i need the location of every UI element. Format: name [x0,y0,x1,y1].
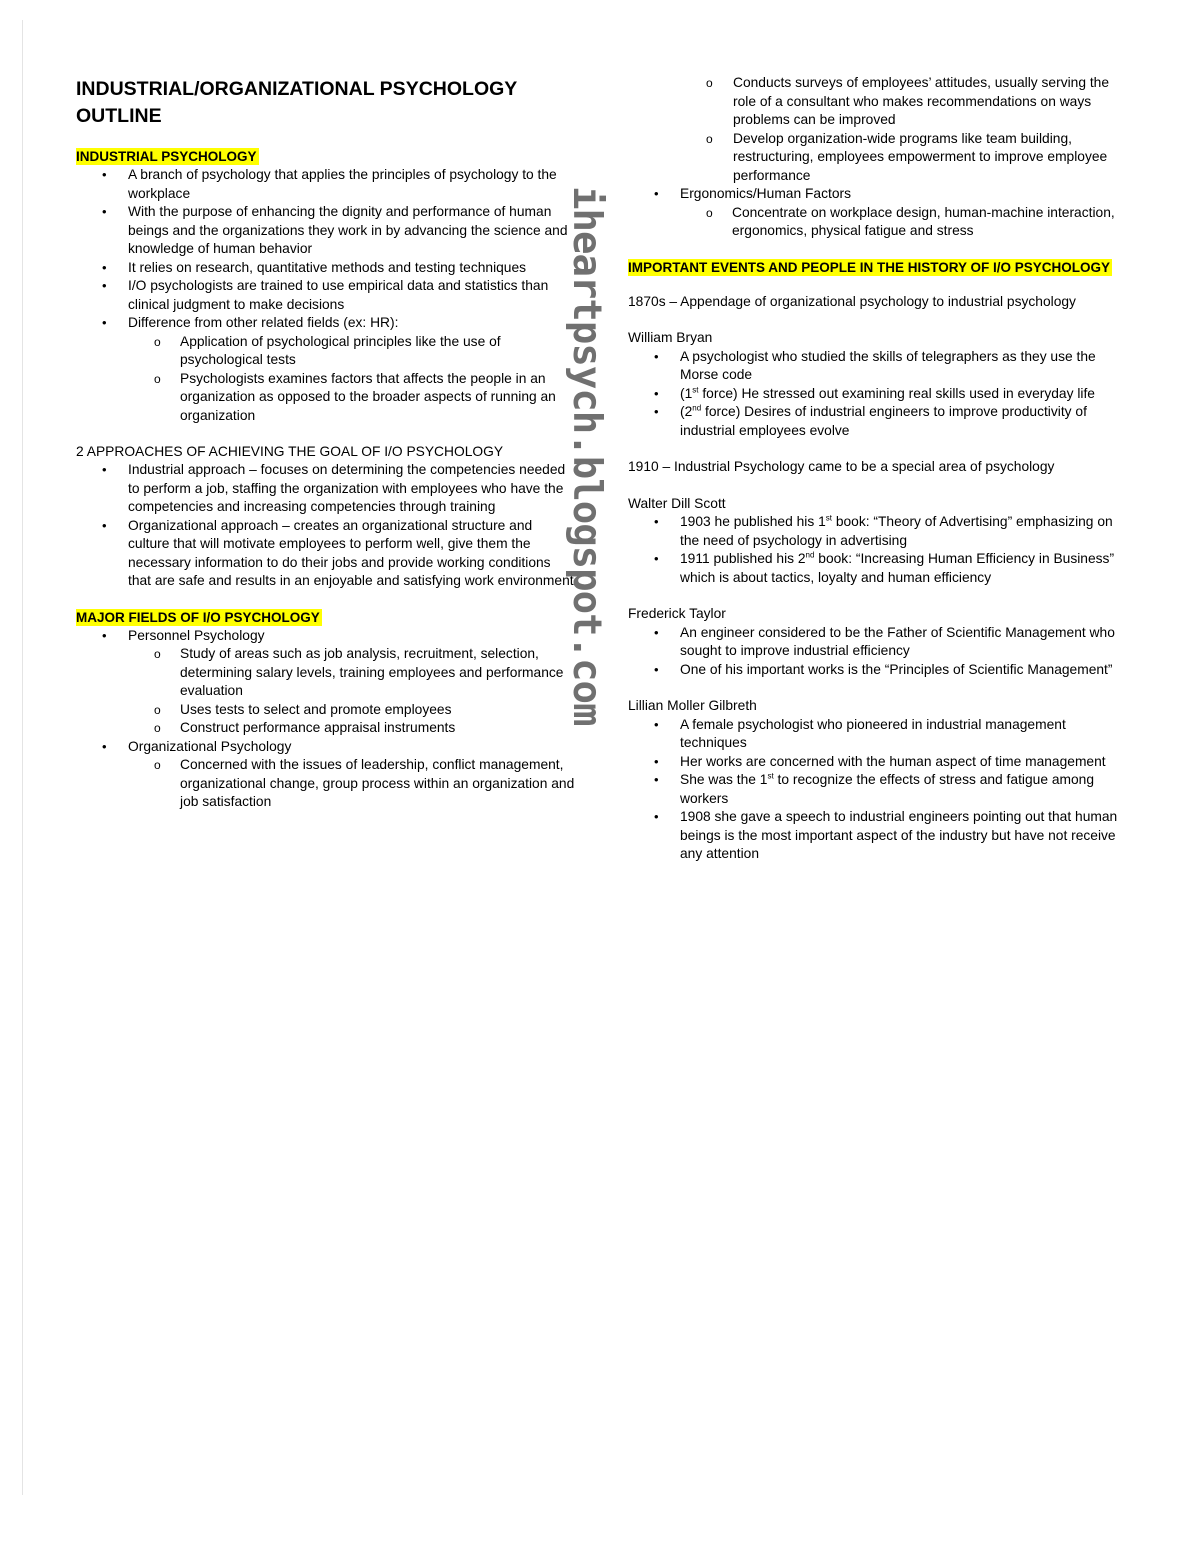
list-item-text: Industrial approach – focuses on determining the competencies needed to perform a job, staffing the organization with employees who have the competencies and increasing competencies through training [128,462,566,514]
bullet-dot-icon: • [102,738,107,754]
text-part: force) Desires of industrial engineers to improve productivity of industrial employees evolve [680,404,1087,438]
list-item-text: Organizational Psychology [128,738,292,754]
list-item-text: Difference from other related fields (ex: HR): [128,315,399,330]
circle-bullet-icon: o [706,76,713,90]
bullet-dot-icon: • [102,278,107,293]
section-industrial-psychology [76,148,576,425]
sub-item-text: Concentrate on workplace design, human-machine interaction, ergonomics, physical fatigue and stress [732,204,1115,238]
sub-list-item [628,74,1133,130]
approaches-heading: 2 APPROACHES OF ACHIEVING THE GOAL OF I/O PSYCHOLOGY [76,444,504,459]
watermark [564,186,613,734]
ergonomics-list [628,185,1133,241]
list-item-text: Her works are concerned with the human aspect of time management [680,753,1106,769]
list-item [76,517,576,591]
section-organizational-continued [628,74,1133,241]
bullet-dot-icon: • [102,627,107,643]
circle-bullet-icon: o [154,702,161,717]
list-item [628,808,1133,864]
bullet-dot-icon: • [654,514,659,529]
bullet-dot-icon: • [102,259,107,275]
list-item [76,627,576,738]
list-item-text: One of his important works is the “Principles of Scientific Management” [680,661,1113,677]
sub-list [128,333,576,426]
bullet-dot-icon: • [654,772,659,787]
list-item [628,661,1133,680]
superscript: nd [805,550,815,560]
left-column [76,76,576,830]
superscript: st [825,513,832,523]
sub-item-text: Study of areas such as job analysis, recruitment, selection, determining salary levels, training employees and performance evaluation [180,646,564,698]
person-frederick-taylor [628,605,1133,679]
right-column [628,74,1133,882]
superscript: st [767,771,774,781]
page-margin-line [22,20,23,1495]
section-history [628,259,1133,277]
bullet-dot-icon: • [654,809,659,824]
sub-list-item [128,333,576,370]
person-william-bryan [628,329,1133,440]
bullet-dot-icon: • [654,716,659,732]
section-approaches [76,443,576,591]
person-name: Lillian Moller Gilbreth [628,698,757,713]
bullet-dot-icon: • [654,348,659,364]
list-item [76,461,576,517]
industrial-psychology-heading: INDUSTRIAL PSYCHOLOGY [76,149,257,164]
list-item-text: With the purpose of enhancing the dignity and performance of human beings and the organizations they work in by advancing the science and knowledge of human behavior [128,204,568,256]
list-item-text: A branch of psychology that applies the principles of psychology to the workplace [128,167,557,201]
sub-list-item [128,719,576,738]
bullet-dot-icon: • [654,186,659,201]
bullet-dot-icon: • [102,204,107,219]
list-item [628,624,1133,661]
superscript: nd [692,403,702,413]
person-name: Frederick Taylor [628,606,726,621]
list-item [628,513,1133,550]
event-1910: 1910 – Industrial Psychology came to be a special area of psychology [628,459,1055,474]
list-item [76,277,576,314]
person-lillian-moller-gilbreth [628,697,1133,864]
sub-item-text: Develop organization-wide programs like team building, restructuring, employees empowerment to improve employee performance [733,130,1108,183]
bullet-dot-icon: • [102,315,107,330]
list-item [628,185,1133,241]
list-item-text: A psychologist who studied the skills of telegraphers as they use the Morse code [680,348,1096,382]
sub-item-text: Uses tests to select and promote employees [180,701,452,717]
bullet-dot-icon: • [654,404,659,419]
circle-bullet-icon: o [154,758,161,772]
person-bullet-list [628,513,1133,587]
text-part: 1911 published his 2 [680,551,806,566]
text-part: to recognize the effects of stress and fatigue among workers [680,772,1095,806]
text-part: She was the 1 [680,772,768,787]
text-part: 1903 he published his 1 [680,514,826,529]
superscript: st [692,384,699,394]
list-item [76,203,576,259]
bullet-dot-icon: • [654,624,659,640]
list-item [76,314,576,425]
approaches-bullet-list [76,461,576,591]
text-part: (2 [680,404,693,419]
list-item-text: Organizational approach – creates an organizational structure and culture that will motivate employees to perform well, give them the necessary information to do their jobs and provide working conditions that are safe and results in an enjoyable and satisfying work environment [128,517,574,588]
text-part: force) He stressed out examining real skills used in everyday life [698,385,1095,401]
list-item [628,348,1133,385]
sub-list-item [128,370,576,426]
sub-list-item [128,756,576,812]
list-item [76,259,576,278]
person-name: Walter Dill Scott [628,495,726,511]
list-item [76,166,576,203]
text-part: book: “Theory of Advertising” emphasizing on the need of psychology in advertising [680,514,1113,548]
circle-bullet-icon: o [706,131,713,146]
sub-item-text: Construct performance appraisal instruments [180,720,456,735]
text-part: (1 [680,385,693,401]
list-item [628,716,1133,753]
bullet-dot-icon: • [654,385,659,401]
list-item-text: 1908 she gave a speech to industrial engineers pointing out that human beings is the most important aspect of the industry but have not receive any attention [680,809,1118,861]
watermark-text: iheartpsych.blogspot.com [564,186,609,726]
circle-bullet-icon: o [154,334,161,349]
list-item [76,738,576,812]
list-item-text: A female psychologist who pioneered in industrial management techniques [680,716,1066,750]
circle-bullet-icon: o [154,647,161,661]
list-item-text: I/O psychologists are trained to use empirical data and statistics than clinical judgment to make decisions [128,278,549,312]
sub-list-item [128,701,576,720]
continued-sub-list [628,74,1133,185]
sub-list-item [128,645,576,701]
list-item-text: It relies on research, quantitative methods and testing techniques [128,259,527,275]
text-part: book: “Increasing Human Efficiency in Business” which is about tactics, loyalty and human efficiency [680,551,1115,585]
sub-item-text: Conducts surveys of employees’ attitudes, usually serving the role of a consultant who makes recommendations on ways problems can be improved [733,75,1110,127]
list-item-text: Personnel Psychology [128,627,265,643]
list-item [628,753,1133,772]
bullet-dot-icon: • [102,517,107,533]
list-item [628,403,1133,440]
person-bullet-list [628,348,1133,441]
sub-list-item [680,204,1133,241]
sub-list-item [628,130,1133,186]
sub-list [128,756,576,812]
list-item [628,385,1133,404]
person-walter-dill-scott [628,495,1133,588]
fields-bullet-list [76,627,576,812]
circle-bullet-icon: o [154,721,161,735]
person-bullet-list [628,716,1133,864]
sub-item-text: Application of psychological principles like the use of psychological tests [180,333,501,367]
sub-list [128,645,576,738]
person-name: William Bryan [628,330,713,345]
bullet-dot-icon: • [102,167,107,182]
section-major-fields [76,609,576,812]
industrial-bullet-list [76,166,576,425]
list-item-text: Ergonomics/Human Factors [680,186,851,201]
circle-bullet-icon: o [706,205,713,220]
list-item [628,550,1133,587]
bullet-dot-icon: • [654,661,659,677]
sub-list [680,204,1133,241]
history-heading: IMPORTANT EVENTS AND PEOPLE IN THE HISTORY OF I/O PSYCHOLOGY [628,259,1111,275]
list-item [628,771,1133,808]
bullet-dot-icon: • [654,753,659,769]
bullet-dot-icon: • [654,551,659,566]
document-title: INDUSTRIAL/ORGANIZATIONAL PSYCHOLOGY OUTLINE [76,78,517,127]
list-item-text: An engineer considered to be the Father of Scientific Management who sought to improve industrial efficiency [680,624,1115,658]
event-1870s: 1870s – Appendage of organizational psychology to industrial psychology [628,293,1076,309]
circle-bullet-icon: o [154,371,161,386]
sub-item-text: Concerned with the issues of leadership, conflict management, organizational change, group process within an organization and job satisfaction [180,757,575,809]
major-fields-heading: MAJOR FIELDS OF I/O PSYCHOLOGY [76,609,320,625]
person-bullet-list [628,624,1133,680]
bullet-dot-icon: • [102,462,107,477]
sub-item-text: Psychologists examines factors that affects the people in an organization as opposed to the broader aspects of running an organization [180,370,556,423]
